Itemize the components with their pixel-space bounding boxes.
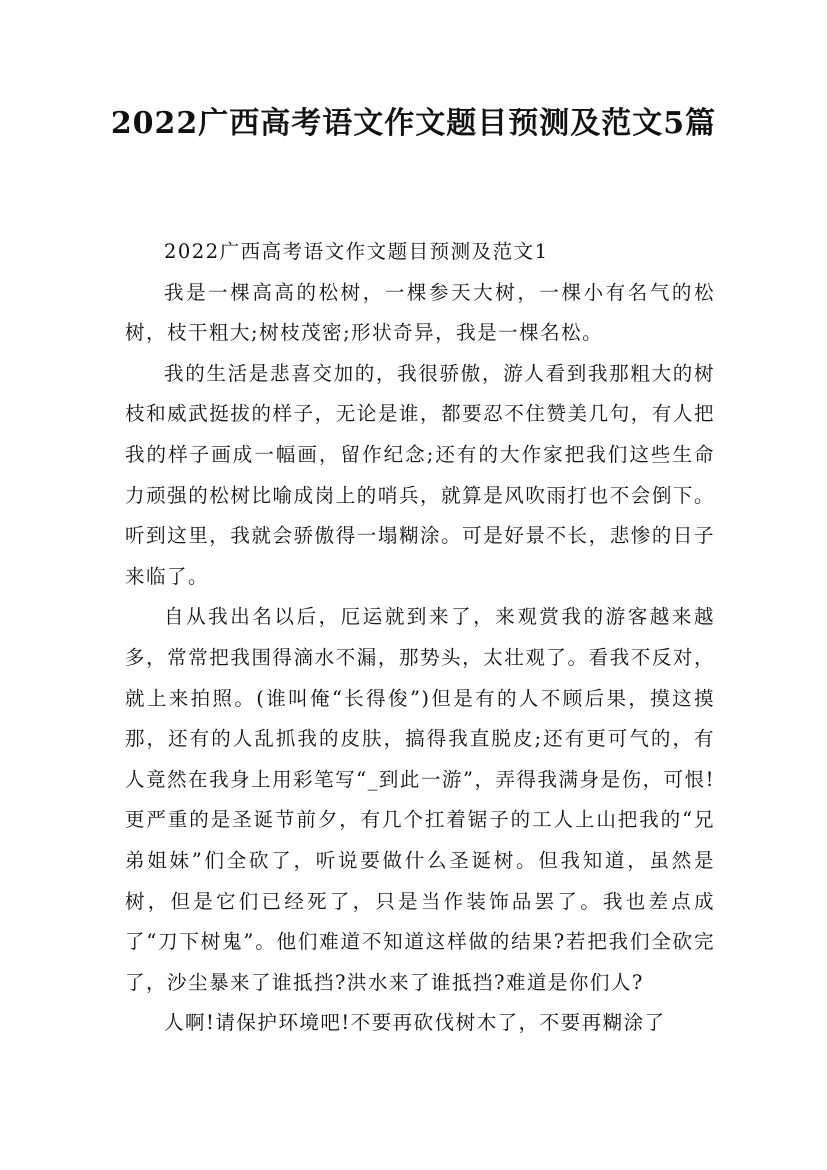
paragraph: 自从我出名以后，厄运就到来了，来观赏我的游客越来越多，常常把我围得滴水不漏，那势头，太壮观了。看我不反对，就上来拍照。(谁叫俺“长得俊”)但是有的人不顾后果，摸这摸那，还有的人乱抓我的皮肤，搞得我直脱皮;还有更可气的，有人竟然在我身上用彩笔写“_到此一游”，弄得我满身是伤，可恨!更严重的是圣诞节前夕，有几个扛着锯子的工人上山把我的“兄弟姐妹”们全砍了，听说要做什么圣诞树。但我知道，虽然是树，但是它们已经死了，只是当作装饰品罢了。我也差点成了“刀下树鬼”。他们难道不知道这样做的结果?若把我们全砍完了，沙尘暴来了谁抵挡?洪水来了谁抵挡?难道是你们人? [125, 605, 715, 994]
paragraph: 我的生活是悲喜交加的，我很骄傲，游人看到我那粗大的树枝和威武挺拔的样子，无论是谁，都要忍不住赞美几句，有人把我的样子画成一幅画，留作纪念;还有的大作家把我们这些生命力顽强的松树比喻成岗上的哨兵，就算是风吹雨打也不会倒下。听到这里，我就会骄傲得一塌糊涂。可是好景不长，悲惨的日子来临了。 [125, 361, 715, 588]
document-title: 2022广西高考语文作文题目预测及范文5篇 [110, 106, 717, 141]
document-body [125, 232, 715, 1044]
paragraph: 人啊!请保护环境吧!不要再砍伐树木了，不要再糊涂了 [164, 1011, 666, 1035]
section-heading: 2022广西高考语文作文题目预测及范文1 [164, 240, 549, 263]
paragraph: 我是一棵高高的松树，一棵参天大树，一棵小有名气的松树，枝干粗大;树枝茂密;形状奇异，我是一棵名松。 [125, 280, 715, 345]
